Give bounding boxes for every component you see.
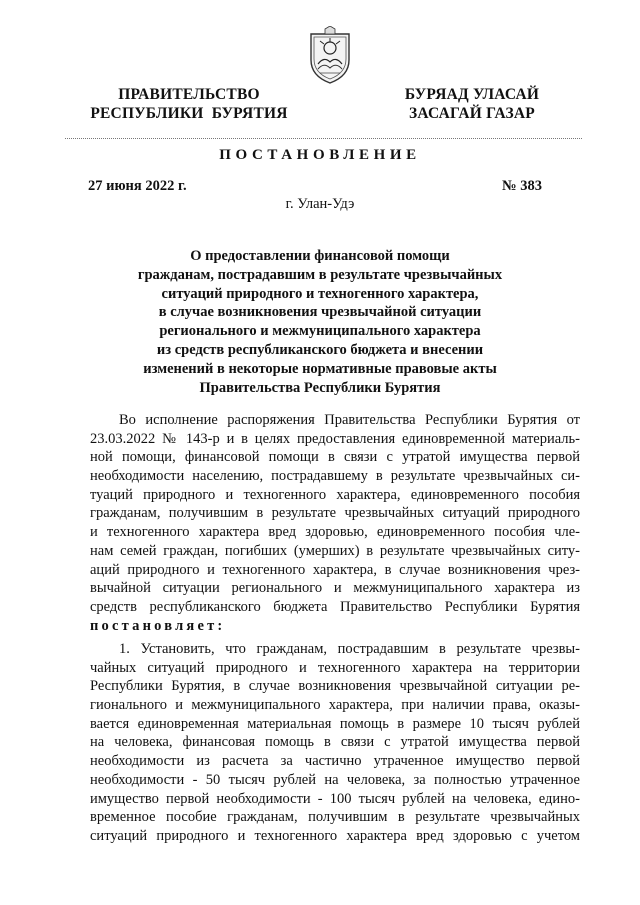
text-line: Во исполнение распоряжения Правительства Республики Бурятия от	[119, 412, 580, 428]
text-line: необходимости - 50 тысяч рублей на человека, за полностью утраченное	[90, 771, 580, 788]
text-line: туаций природного и техногенного характера, единовременного пособия	[90, 486, 580, 503]
title-line: в случае возникновения чрезвычайной ситуации	[158, 304, 482, 321]
text-line: средств республиканского бюджета Правительство Республики Бурятия	[90, 598, 580, 615]
text-line: необходимости из расчета за частично утраченное имущество первой	[90, 753, 580, 770]
title-line: О предоставлении финансовой помощи	[190, 248, 450, 264]
decree-line	[90, 617, 580, 636]
title-line: Правительства Республики Бурятия	[199, 379, 441, 396]
org-name-russian	[84, 85, 294, 123]
text-line: временное пособие гражданам, получившим в результате чрезвычайных	[90, 809, 580, 826]
text-line: вается единовременная материальная помощь в размере 10 тысяч рублей	[90, 715, 580, 732]
text-line: гионального и межмуниципального характера, при наличии права, оказы-	[90, 697, 580, 714]
preamble-paragraph	[90, 411, 580, 635]
title-line: из средств республиканского бюджета и внесении	[156, 341, 484, 358]
text-line: вычайной ситуации регионального и межмуниципального характера из	[90, 580, 580, 597]
text-line: 1. Установить, что гражданам, пострадавшим в результате чрезвы-	[119, 641, 580, 657]
org-name-buryat-line-2: ЗАСАГАЙ ГАЗАР	[409, 105, 535, 122]
title-line: изменений в некоторые нормативные правовые акты	[143, 360, 497, 377]
text-line: чайных ситуаций природного и техногенного характера на территории	[90, 659, 580, 676]
text-line: необходимости населению, пострадавшему в результате чрезвычайных си-	[90, 468, 580, 485]
header-divider	[65, 138, 582, 139]
title-line: регионального и межмуниципального характера	[159, 323, 481, 340]
text-line: ситуаций природного и техногенного характера вред здоровью с учетом	[90, 827, 580, 844]
text-line: нам семей граждан, погибших (умерших) в результате чрезвычайных ситу-	[90, 542, 580, 559]
text-line: на человека, финансовая помощь в связи с утратой имущества первой	[90, 734, 580, 751]
text-line: Республики Бурятия, в случае возникновения чрезвычайной ситуации ре-	[90, 678, 580, 695]
document-type-heading: ПОСТАНОВЛЕНИЕ	[219, 147, 421, 163]
org-name-buryat	[387, 85, 557, 123]
text-line: аций природного и техногенного характера, в случае возникновения чрез-	[90, 561, 580, 578]
text-line: гражданам, получившим в результате чрезвычайных ситуаций природного	[90, 505, 580, 522]
title-line: гражданам, пострадавшим в результате чрезвычайных	[137, 266, 503, 283]
text-line: ной помощи, финансовой помощи в связи с утратой имущества первой	[90, 449, 580, 466]
text-line: 23.03.2022 № 143-р и в целях предоставления единовременной материаль-	[90, 430, 580, 447]
clause-1-paragraph	[90, 640, 580, 846]
text-line: имущество первой необходимости - 100 тысяч рублей на человека, едино-	[90, 790, 580, 807]
document-number: № 383	[502, 178, 542, 194]
title-line: ситуаций природного и техногенного характера,	[161, 285, 479, 302]
org-name-buryat-line-1: БУРЯАД УЛАСАЙ	[404, 86, 540, 103]
decree-word: постановляет:	[90, 617, 226, 634]
coat-of-arms-icon	[305, 26, 355, 86]
document-city: г. Улан-Удэ	[285, 196, 355, 212]
org-name-russian-line-2: РЕСПУБЛИКИ БУРЯТИЯ	[90, 105, 288, 122]
document-title	[90, 247, 550, 397]
org-name-russian-line-1: ПРАВИТЕЛЬСТВО	[118, 86, 260, 103]
document-date: 27 июня 2022 г.	[88, 178, 187, 194]
text-line: и техногенного характера вред здоровью, единовременного пособия чле-	[90, 524, 580, 541]
